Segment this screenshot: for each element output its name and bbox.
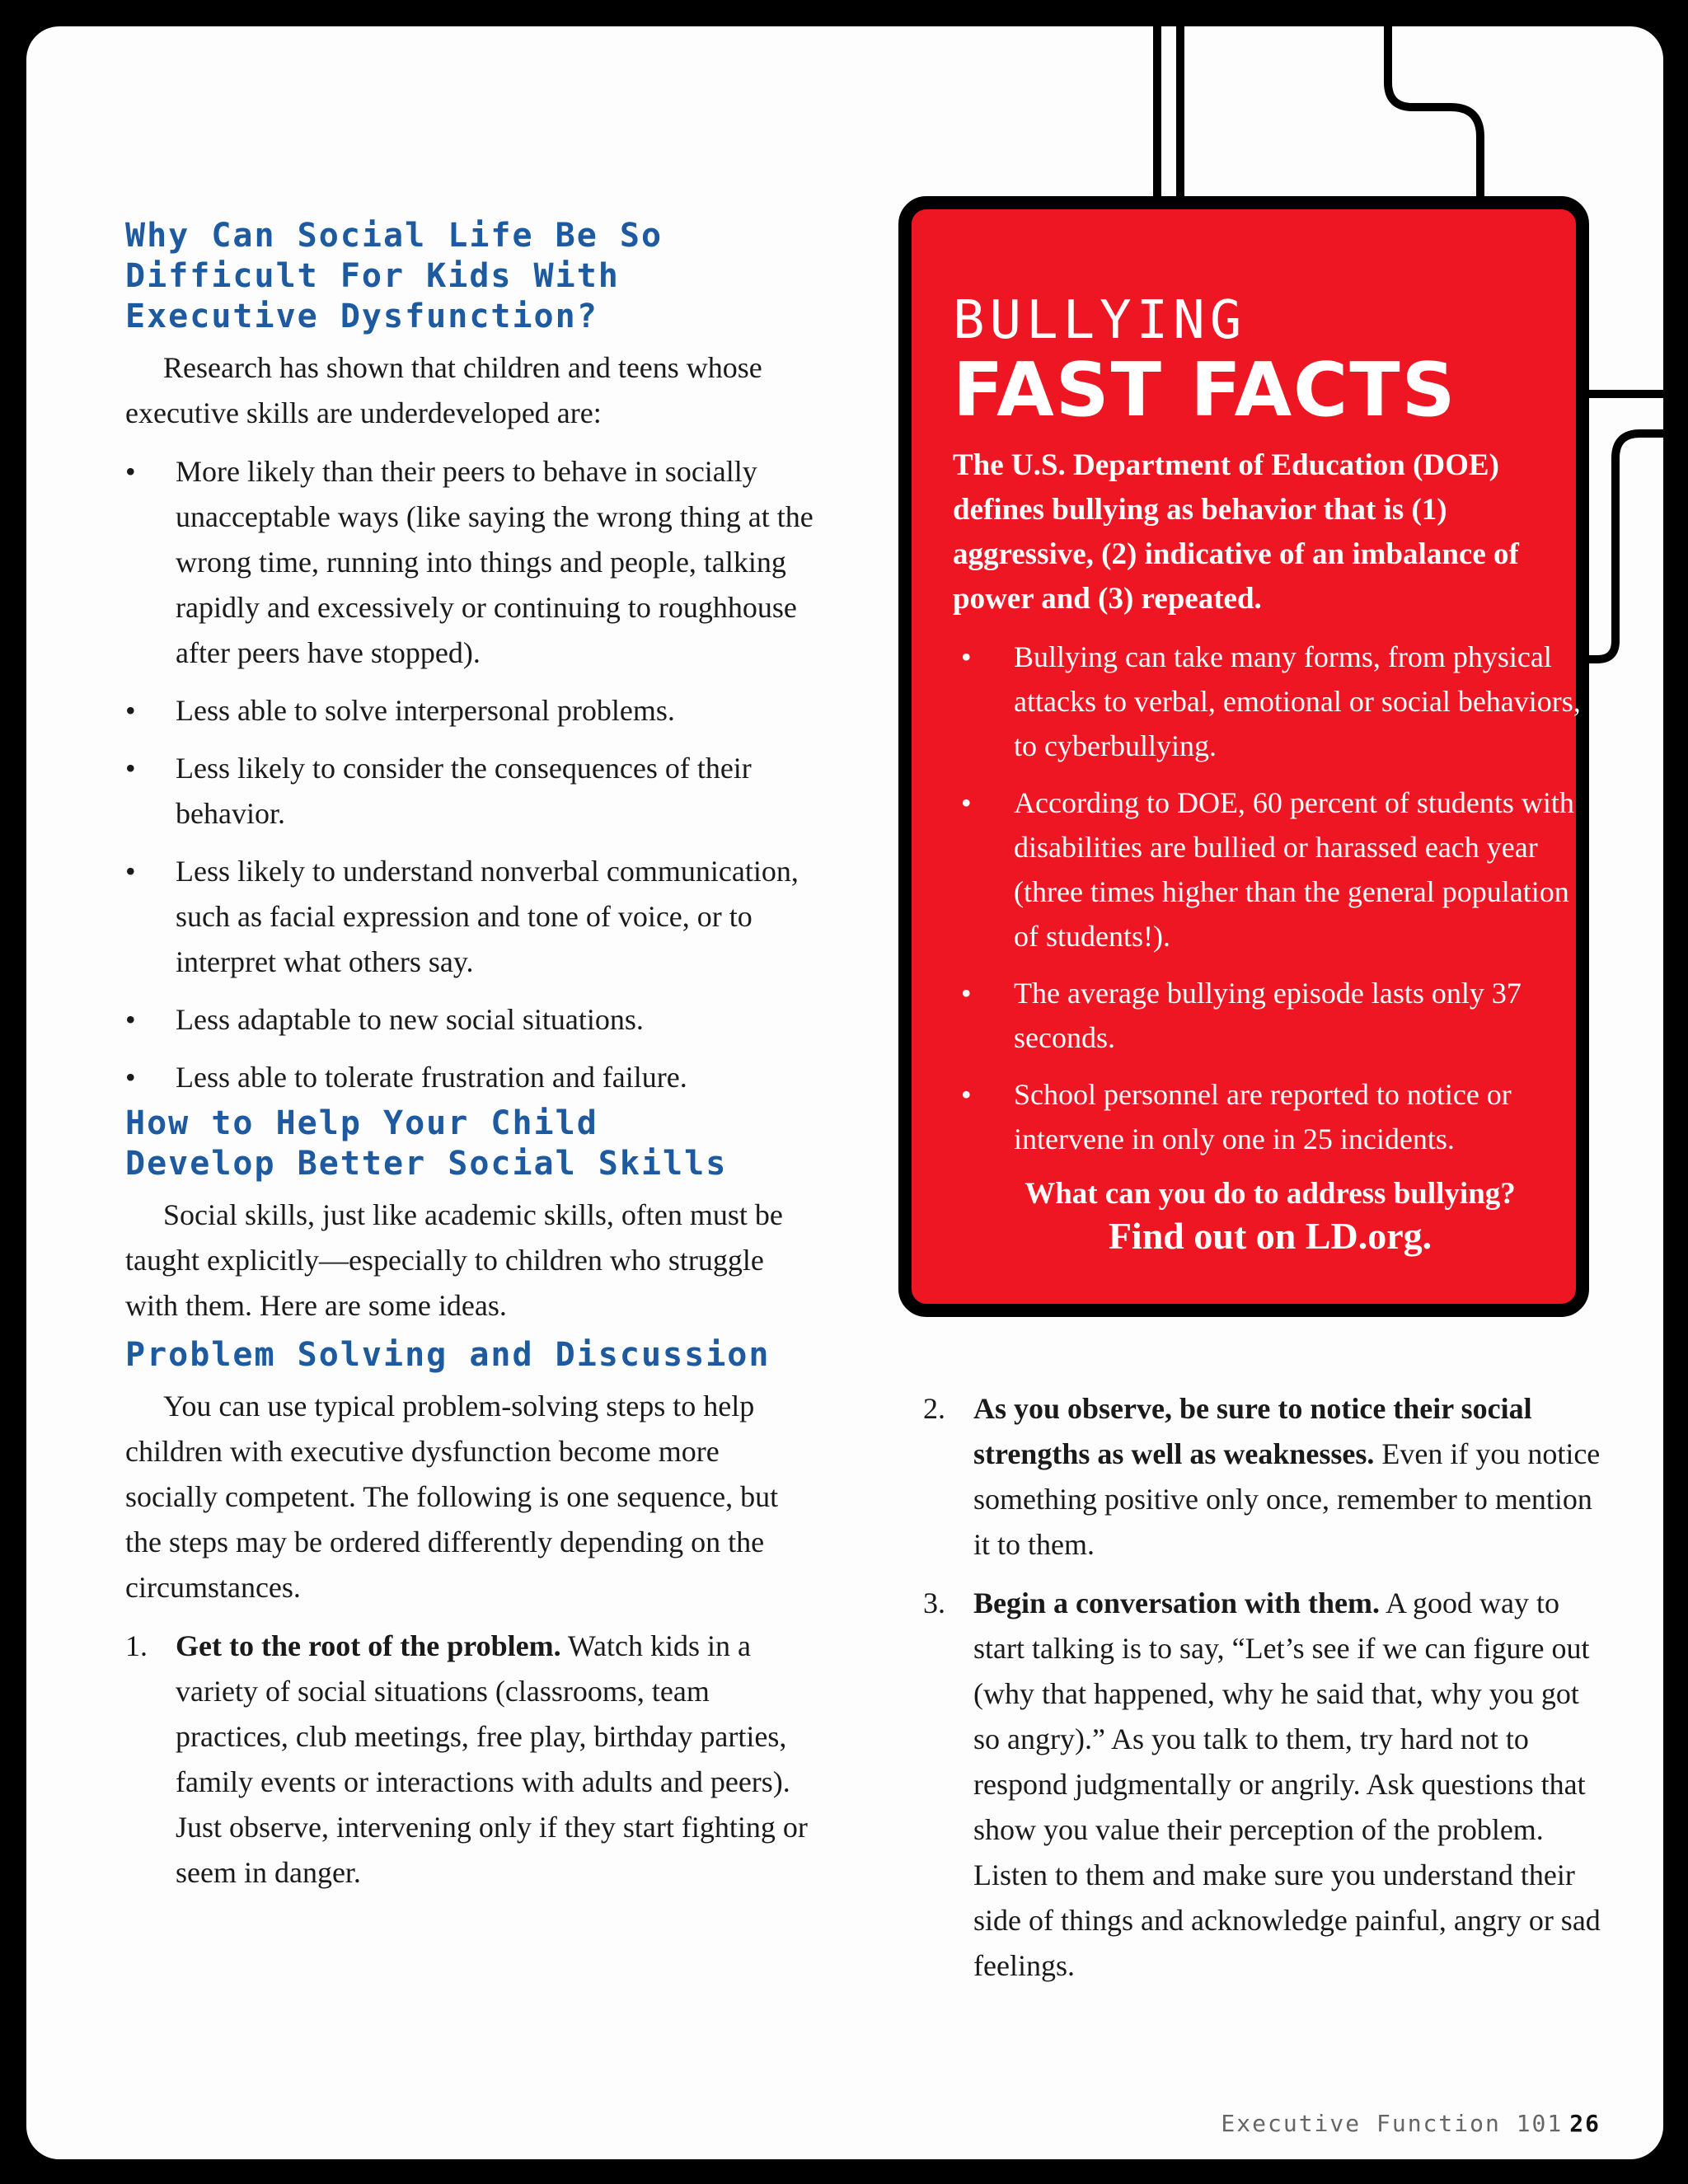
fact-item: • Bullying can take many forms, from physical attacks to verbal, emotional or social behaviors, to cyberbullying.: [953, 635, 1587, 768]
step-title: Get to the root of the problem.: [176, 1629, 561, 1662]
step-1: [125, 1624, 818, 1896]
left-column: [125, 216, 818, 1896]
step-text: A good way to start talking is to say, “Let’s see if we can figure out (why that happened, why he said that, why you got so angry).” As you talk to them, try hard not to respond judgmentally or angrily. Ask questions that show you value their perception of the problem. Listen to them and make sure you understand their side of things and acknowledge painful, angry or sad feelings.: [973, 1586, 1601, 1982]
list-item: • Less likely to understand nonverbal communication, such as facial expression and tone of voice, or to interpret what others say.: [125, 849, 818, 985]
list-item: • Less likely to consider the consequences of their behavior.: [125, 746, 818, 837]
step-number: 3.: [923, 1586, 945, 1619]
bullet-icon: •: [125, 455, 136, 488]
step-text: Watch kids in a variety of social situations (classrooms, team practices, club meetings, free play, birthday parties, family events or interactions with adults and peers). Just observe, intervening only if they start fighting or seem in danger.: [176, 1629, 808, 1889]
step-title: Begin a conversation with them.: [973, 1586, 1380, 1619]
executive-skills-list: [125, 449, 818, 1100]
bullet-icon: •: [125, 1003, 136, 1036]
bullet-icon: •: [961, 786, 972, 819]
step-number: 2.: [923, 1392, 945, 1425]
heading-problem-solving: Problem Solving and Discussion: [125, 1336, 771, 1374]
fact-box-kicker: BULLYING: [953, 290, 1247, 351]
ld-org-link[interactable]: Find out on LD.org.: [1108, 1215, 1432, 1257]
publication-title: Executive Function 101: [1221, 2110, 1564, 2137]
bullet-icon: •: [961, 640, 972, 673]
step-3: [923, 1581, 1607, 1989]
fact-item: • The average bullying episode lasts only 37 seconds.: [953, 971, 1587, 1060]
fact-box-lead: The U.S. Department of Education (DOE) defines bullying as behavior that is (1) aggressive, (2) indicative of an imbalance of power and (3) repeated.: [953, 448, 1519, 616]
page-number: 26: [1569, 2110, 1601, 2137]
bullet-icon: •: [961, 977, 972, 1010]
step-2: [923, 1386, 1607, 1568]
heading-social-life: Why Can Social Life Be So Difficult For Kids With Executive Dysfunction?: [125, 217, 663, 335]
step-title: As you observe, be sure to notice their social strengths as well as weaknesses.: [973, 1392, 1532, 1470]
fact-list: [953, 635, 1587, 1161]
fact-item: • According to DOE, 60 percent of students with disabilities are bullied or harassed each year (three times higher than the general population of students!).: [953, 780, 1587, 958]
bullet-icon: •: [125, 694, 136, 727]
page-footer: [1221, 2110, 1601, 2137]
fact-item: • School personnel are reported to notice or intervene in only one in 25 incidents.: [953, 1072, 1587, 1161]
list-item: • More likely than their peers to behave in socially unacceptable ways (like saying the wrong thing at the wrong time, running into things and people, talking rapidly and excessively or continuing to roughhouse after peers have stopped).: [125, 449, 818, 676]
fact-box-title: FAST FACTS: [953, 347, 1457, 434]
bullet-icon: •: [125, 855, 136, 888]
bullet-icon: •: [125, 1061, 136, 1094]
fact-box-cta: What can you do to address bullying?: [1025, 1177, 1516, 1211]
step-text: Even if you notice something positive only once, remember to mention it to them.: [973, 1437, 1601, 1561]
social-skills-paragraph: Social skills, just like academic skills, often must be taught explicitly—especially to children who struggle with them. Here are some ideas.: [125, 1198, 783, 1322]
heading-help-child: How to Help Your Child Develop Better Social Skills: [125, 1104, 728, 1183]
right-column: [923, 1386, 1607, 1989]
bullet-icon: •: [125, 752, 136, 785]
fact-box-content: [953, 292, 1587, 1258]
list-item: • Less able to tolerate frustration and failure.: [125, 1055, 818, 1100]
intro-paragraph: Research has shown that children and teens whose executive skills are underdeveloped are:: [125, 351, 762, 429]
bullet-icon: •: [961, 1078, 972, 1111]
list-item: • Less able to solve interpersonal problems.: [125, 688, 818, 733]
problem-solving-paragraph: You can use typical problem-solving steps to help children with executive dysfunction become more socially competent. The following is one sequence, but the steps may be ordered differently depending on the circumstances.: [125, 1390, 779, 1604]
list-item: • Less adaptable to new social situations.: [125, 997, 818, 1043]
bullying-fast-facts-box: [898, 196, 1589, 1317]
step-number: 1.: [125, 1629, 148, 1662]
